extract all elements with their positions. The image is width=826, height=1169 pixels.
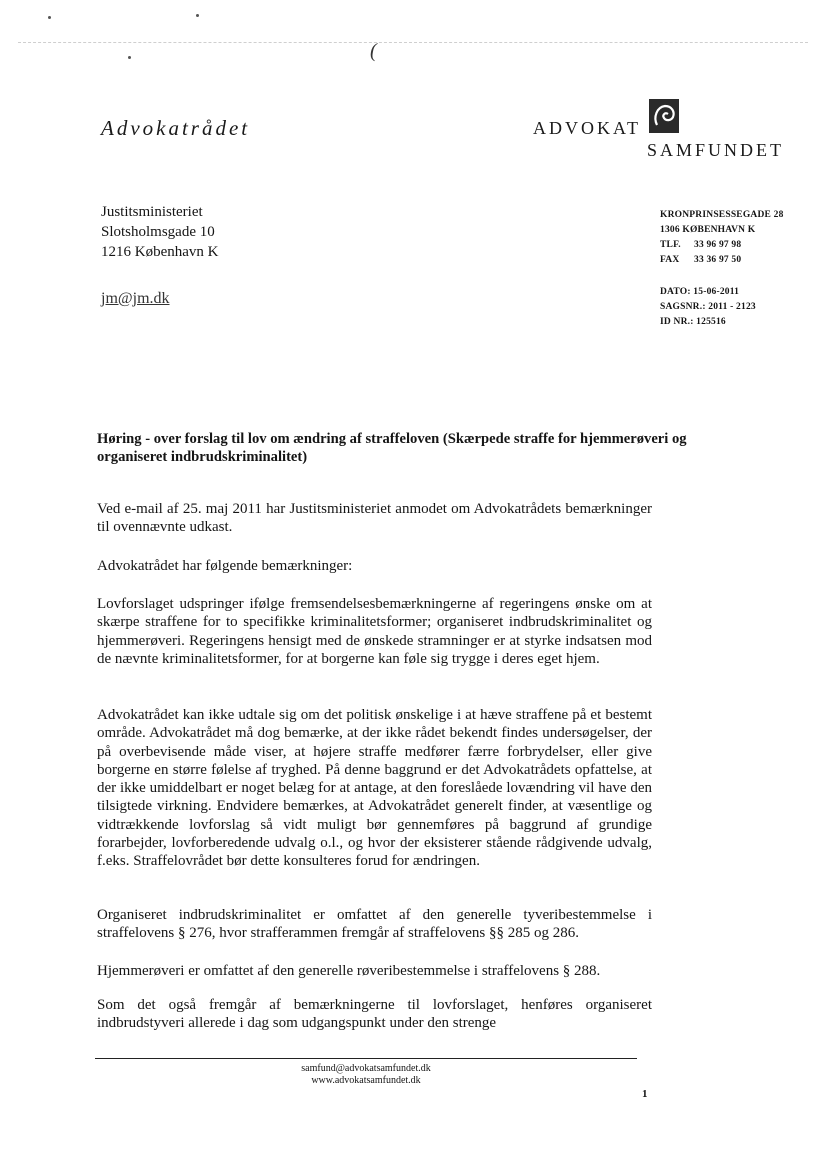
reference-block (660, 285, 756, 330)
letter-date: DATO: 15-06-2011 (660, 287, 740, 297)
fax-value: 33 36 97 50 (694, 255, 742, 265)
paragraph-6: Hjemmerøveri er omfattet af den generelle røveribestemmelse i straffelovens § 288. (97, 963, 601, 979)
paragraph-1: Ved e-mail af 25. maj 2011 har Justitsministeriet anmodet om Advokatrådets bemærkninger til ovennævnte udkast. (97, 501, 652, 536)
phone-value: 33 96 97 98 (694, 240, 742, 250)
footer-web: www.advokatsamfundet.dk (311, 1075, 421, 1086)
id-number: ID NR.: 125516 (660, 317, 726, 327)
logo-mark-icon (649, 99, 679, 133)
footer-email: samfund@advokatsamfundet.dk (301, 1063, 431, 1074)
phone-label: TLF. (660, 240, 681, 250)
logo-text-line2: SAMFUNDET (647, 140, 785, 160)
scan-speck (128, 56, 131, 59)
logo-mark-svg (649, 99, 679, 133)
fax-label: FAX (660, 255, 680, 265)
paragraph-5: Organiseret indbrudskriminalitet er omfattet af den generelle tyveribestemmelse i straffelovens § 276, hvor strafferammen fremgår af straffelovens §§ 285 og 286. (97, 907, 652, 942)
sender-street: KRONPRINSESSEGADE 28 (660, 210, 784, 220)
page-number: 1 (642, 1088, 648, 1100)
paragraph-3: Lovforslaget udspringer ifølge fremsendelsesbemærkningerne af regeringens ønske om at skærpe straffene for to specifikke kriminalitetsformer; organiseret indbrudskriminalitet og hjemmerøveri. Regeringens hensigt med de ønskede stramninger er at styrke indsatsen mod de nævnte kriminalitetsformer, for at borgerne kan føle sig trygge i deres eget hjem. (97, 596, 652, 667)
sender-block (660, 208, 784, 268)
scan-line (18, 42, 808, 43)
case-number: SAGSNR.: 2011 - 2123 (660, 302, 756, 312)
footer-rule (95, 1058, 637, 1059)
scan-speck (196, 14, 199, 17)
recipient-street: Slotsholmsgade 10 (101, 224, 215, 240)
paragraph-7: Som det også fremgår af bemærkningerne til lovforslaget, henføres organiseret indbrudstyveri allerede i dag som udgangspunkt under den strenge (97, 997, 652, 1032)
logo-text-line1: ADVOKAT (533, 118, 641, 138)
scan-mark: ( (370, 40, 377, 62)
sender-phone-row (660, 238, 784, 253)
sender-fax-row (660, 253, 784, 268)
letter-subject: Høring - over forslag til lov om ændring af straffeloven (Skærpede straffe for hjemmerøveri og organiseret indbrudskriminalitet) (97, 431, 687, 465)
paragraph-2: Advokatrådet har følgende bemærkninger: (97, 558, 353, 574)
recipient-city: 1216 København K (101, 244, 219, 260)
letterhead-left-name: Advokatrådet (101, 116, 251, 140)
sender-city: 1306 KØBENHAVN K (660, 225, 756, 235)
scan-speck (48, 16, 51, 19)
recipient-email-link[interactable]: jm@jm.dk (101, 290, 170, 307)
paragraph-4: Advokatrådet kan ikke udtale sig om det politisk ønskelige i at hæve straffene på et bestemt område. Advokatrådet må dog bemærke, at der ikke rådet bekendt findes undersøgelser, der på overbevisende måde viser, at højere straffe medfører færre forbrydelser, eller give borgerne en større følelse af tryghed. På denne baggrund er det Advokatrådets opfattelse, at der ikke umiddelbart er noget belæg for at antage, at den foreslåede lovændring vil have den tilsigtede virkning. Endvidere bemærkes, at Advokatrådet generelt finder, at væsentlige og vidtrækkende lovforslag så vidt muligt bør gennemføres på baggrund af grundige forarbejder, lovforberedende udvalg o.l., og hvor der eksisterer stående rådgivende udvalg, f.eks. Straffelovrådet bør dette konsulteres forud for ændringen. (97, 707, 652, 870)
recipient-name: Justitsministeriet (101, 204, 203, 220)
footer (95, 1063, 637, 1087)
